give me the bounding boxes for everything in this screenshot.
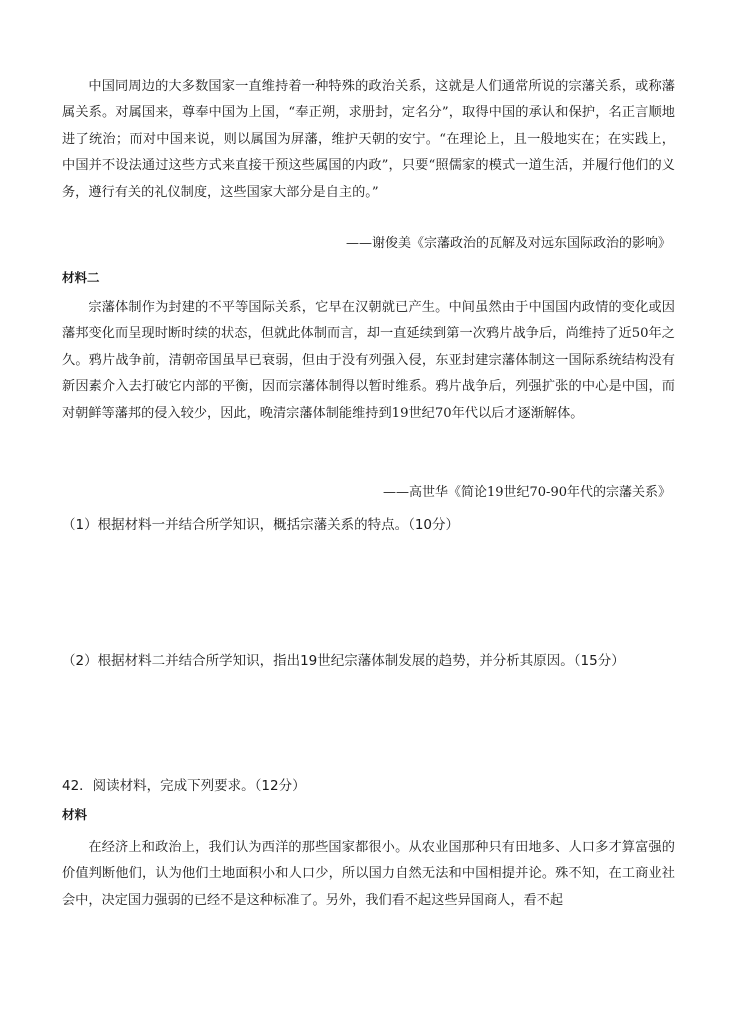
question-2: （2）根据材料二并结合所学知识，指出19世纪宗藩体制发展的趋势，并分析其原因。（15分）: [62, 653, 625, 669]
material-two-source: ——高世华《简论19世纪70-90年代的宗藩关系》: [382, 485, 671, 500]
problem-42-title: 42．阅读材料，完成下列要求。（12分）: [62, 778, 306, 794]
material-one-body: 中国同周边的大多数国家一直维持着一种特殊的政治关系，这就是人们通常所说的宗藩关系，或称藩属关系。对属国来，尊奉中国为上国，“奉正朔，求册封，定名分”，取得中国的承认和保护，名正言顺地进了统治；而对中国来说，则以属国为屏藩，维护天朝的安宁。“在理论上，且一般地实在；在实践上，中国并不设法通过这些方式来直接干预这些属国的内政”，只要“照儒家的模式一道生活，并履行他们的义务，遵行有关的礼仪制度，这些国家大部分是自主的。”: [62, 79, 675, 200]
problem-42-material-heading: 材料: [62, 807, 88, 822]
answer-space-2: [62, 676, 675, 771]
material-two-heading: 材料二: [62, 270, 100, 285]
material-one-source: ——谢俊美《宗藩政治的瓦解及对远东国际政治的影响》: [345, 236, 671, 251]
answer-space-1: [62, 540, 675, 645]
question-1: （1）根据材料一并结合所学知识，概括宗藩关系的特点。（10分）: [62, 517, 460, 533]
material-two-body: 宗藩体制作为封建的不平等国际关系，它早在汉朝就已产生。中间虽然由于中国国内政情的变化或因藩邦变化而呈现时断时续的状态，但就此体制而言，却一直延续到第一次鸦片战争后，尚维持了近50年之久。鸦片战争前，清朝帝国虽早已衰弱，但由于没有列强入侵，东亚封建宗藩体制这一国际系统结构没有新因素介入去打破它内部的平衡，因而宗藩体制得以暂时维系。鸦片战争后，列强扩张的中心是中国，而对朝鲜等藩邦的侵入较少，因此，晚清宗藩体制能维持到19世纪70年代以后才逐渐解体。: [62, 300, 675, 421]
problem-42-material-body: 在经济上和政治上，我们认为西洋的那些国家都很小。从农业国那种只有田地多、人口多才算富强的价值判断他们，认为他们土地面积小和人口少，所以国力自然无法和中国相提并论。殊不知，在工商业社会中，决定国力强弱的已经不是这种标准了。另外，我们看不起这些异国商人，看不起: [62, 840, 675, 908]
